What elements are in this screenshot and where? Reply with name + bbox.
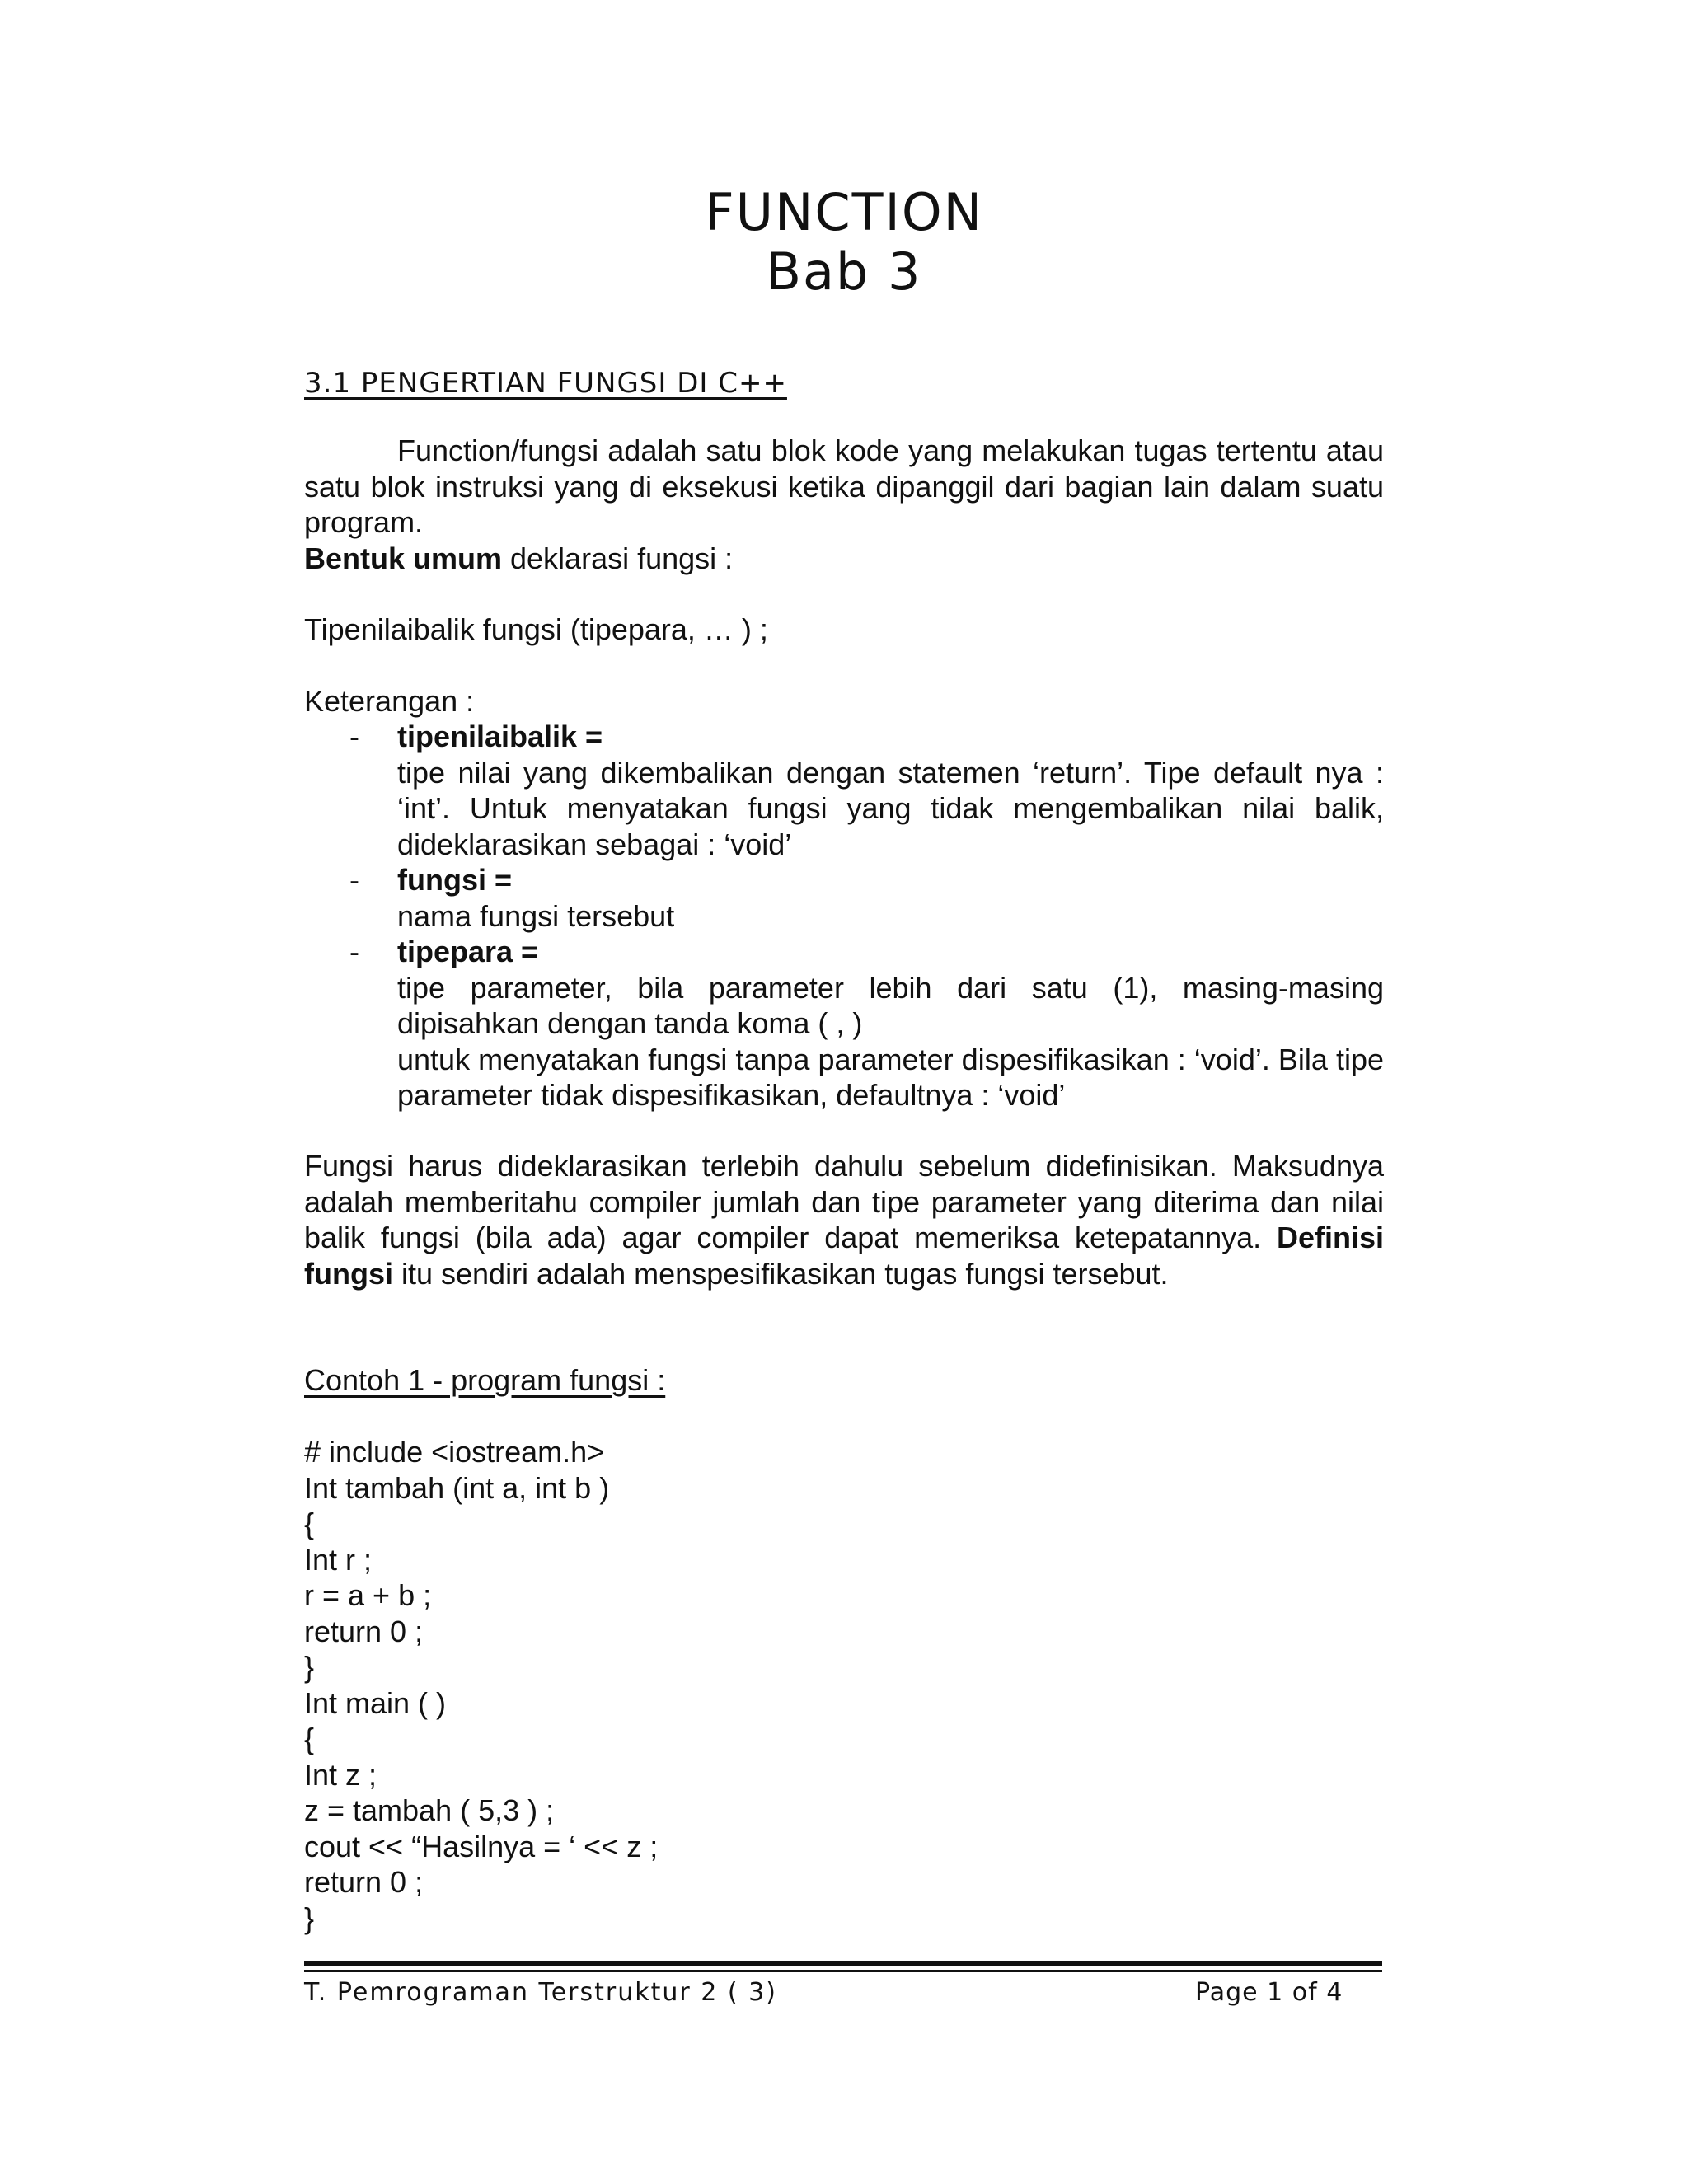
example-heading: Contoh 1 - program fungsi : (304, 1363, 666, 1397)
code-line: return 0 ; (304, 1865, 424, 1899)
keterangan-desc: untuk menyatakan fungsi tanpa parameter dispesifikasikan : ‘void’. Bila tipe parameter tidak dispesifikasikan, defaultnya : ‘void’ (397, 1042, 1384, 1112)
list-dash: - (349, 719, 359, 753)
keterangan-term: fungsi = (397, 863, 513, 897)
code-line: z = tambah ( 5,3 ) ; (304, 1793, 555, 1827)
code-line: } (304, 1650, 315, 1684)
definition-text-after: itu sendiri adalah menspesifikasikan tugas fungsi tersebut. (392, 1256, 1169, 1291)
code-line: Int tambah (int a, int b ) (304, 1470, 610, 1505)
footer-divider (304, 1961, 1382, 1966)
code-line: } (304, 1900, 315, 1935)
code-line: Int main ( ) (304, 1685, 447, 1720)
list-dash: - (349, 935, 359, 968)
code-line: return 0 ; (304, 1614, 424, 1648)
general-form-bold: Bentuk umum (304, 541, 503, 575)
code-line: Int z ; (304, 1757, 377, 1792)
keterangan-term: tipepara = (397, 935, 539, 968)
keterangan-desc: tipe nilai yang dikembalikan dengan statemen ‘return’. Tipe default nya : ‘int’. Untuk menyatakan fungsi yang tidak mengembalikan nilai balik, dideklarasikan sebagai : ‘void’ (397, 755, 1384, 861)
footer-page-number: Page 1 of 4 (1195, 1978, 1343, 2007)
keterangan-term: tipenilaibalik = (397, 719, 603, 753)
title-line-2: Bab 3 (766, 241, 922, 302)
footer-divider (304, 1970, 1382, 1972)
general-form-rest: deklarasi fungsi : (502, 541, 734, 575)
keterangan-desc: tipe parameter, bila parameter lebih dari satu (1), masing-masing dipisahkan dengan tanda koma ( , ) (397, 970, 1384, 1040)
intro-block (304, 433, 1384, 576)
code-line: Int r ; (304, 1542, 373, 1577)
code-line: { (304, 1507, 315, 1540)
keterangan-desc: nama fungsi tersebut (397, 898, 675, 933)
code-line: r = a + b ; (304, 1578, 432, 1612)
footer-course-title: T. Pemrograman Terstruktur 2 ( 3) (304, 1978, 777, 2007)
definition-text-before: Fungsi harus dideklarasikan terlebih dahulu sebelum didefinisikan. Maksudnya adalah memberitahu compiler jumlah dan tipe parameter yang diterima dan nilai balik fungsi (bila ada) agar compiler dapat memeriksa ketepatannya. (304, 1149, 1384, 1254)
keterangan-list (304, 719, 1384, 1113)
definition-block (304, 1148, 1384, 1291)
keterangan-label: Keterangan : (304, 684, 475, 718)
page-title (0, 183, 1688, 302)
section-heading: 3.1 PENGERTIAN FUNGSI DI C++ (304, 367, 787, 400)
definition-paragraph (304, 1148, 1384, 1291)
code-line: # include <iostream.h> (304, 1435, 605, 1469)
code-line: { (304, 1722, 315, 1755)
general-form-line (304, 541, 1384, 577)
keterangan-item (304, 934, 1384, 1113)
code-line: cout << “Hasilnya = ‘ << z ; (304, 1829, 659, 1863)
keterangan-item (304, 719, 1384, 862)
definition-bold: Definisi fungsi (304, 1221, 1384, 1291)
title-line-1: FUNCTION (704, 182, 984, 242)
list-dash: - (349, 863, 359, 897)
declaration-syntax: Tipenilaibalik fungsi (tipepara, … ) ; (304, 612, 768, 646)
code-block (304, 1434, 1384, 1936)
intro-paragraph: Function/fungsi adalah satu blok kode yang melakukan tugas tertentu atau satu blok instruksi yang di eksekusi ketika dipanggil dari bagian lain dalam suatu program. (304, 434, 1384, 539)
keterangan-item (304, 862, 1384, 934)
